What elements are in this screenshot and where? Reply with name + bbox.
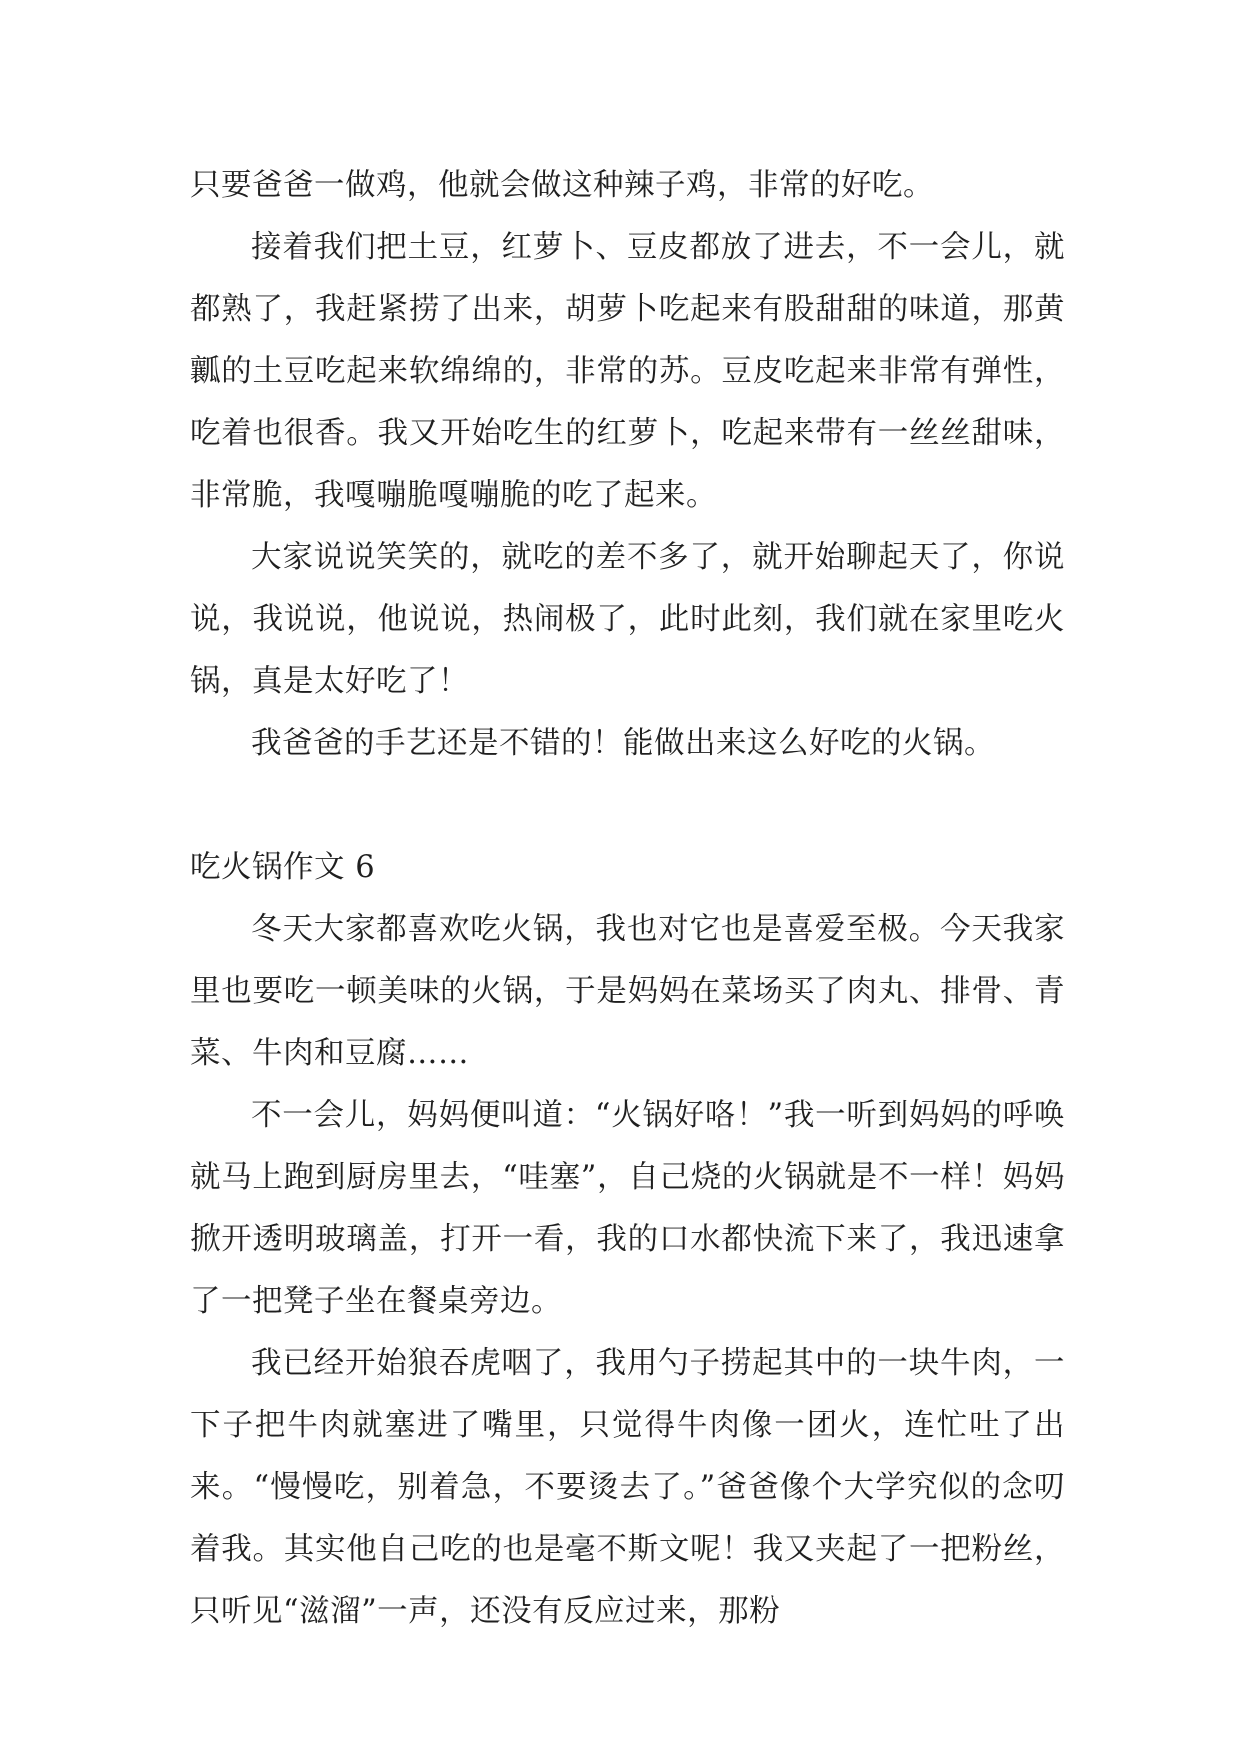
- paragraph: 我爸爸的手艺还是不错的！能做出来这么好吃的火锅。: [251, 726, 995, 761]
- section-title: 吃火锅作文 6: [190, 850, 376, 885]
- paragraph: 大家说说笑笑的，就吃的差不多了，就开始聊起天了，你说说，我说说，他说说，热闹极了，此时此刻，我们就在家里吃火锅，真是太好吃了！: [190, 540, 1065, 699]
- paragraph: 我已经开始狼吞虎咽了，我用勺子捞起其中的一块牛肉，一下子把牛肉就塞进了嘴里，只觉得牛肉像一团火，连忙吐了出来。“慢慢吃，别着急，不要烫去了。”爸爸像个大学究似的念叨着我。其实他自己吃的也是毫不斯文呢！我又夹起了一把粉丝，只听见“滋溜”一声，还没有反应过来，那粉: [190, 1346, 1065, 1629]
- paragraph: 接着我们把土豆，红萝卜、豆皮都放了进去，不一会儿，就都熟了，我赶紧捞了出来，胡萝卜吃起来有股甜甜的味道，那黄瓤的土豆吃起来软绵绵的，非常的苏。豆皮吃起来非常有弹性，吃着也很香。我又开始吃生的红萝卜，吃起来带有一丝丝甜味，非常脆，我嘎嘣脆嘎嘣脆的吃了起来。: [190, 230, 1065, 513]
- paragraph: 不一会儿，妈妈便叫道：“火锅好咯！”我一听到妈妈的呼唤就马上跑到厨房里去，“哇塞”，自己烧的火锅就是不一样！妈妈掀开透明玻璃盖，打开一看，我的口水都快流下来了，我迅速拿了一把凳子坐在餐桌旁边。: [190, 1098, 1065, 1319]
- paragraph: 冬天大家都喜欢吃火锅，我也对它也是喜爱至极。今天我家里也要吃一顿美味的火锅，于是妈妈在菜场买了肉丸、排骨、青菜、牛肉和豆腐……: [190, 912, 1065, 1071]
- document-page: [190, 155, 1065, 1643]
- paragraph-continuation: 只要爸爸一做鸡，他就会做这种辣子鸡，非常的好吃。: [190, 168, 934, 203]
